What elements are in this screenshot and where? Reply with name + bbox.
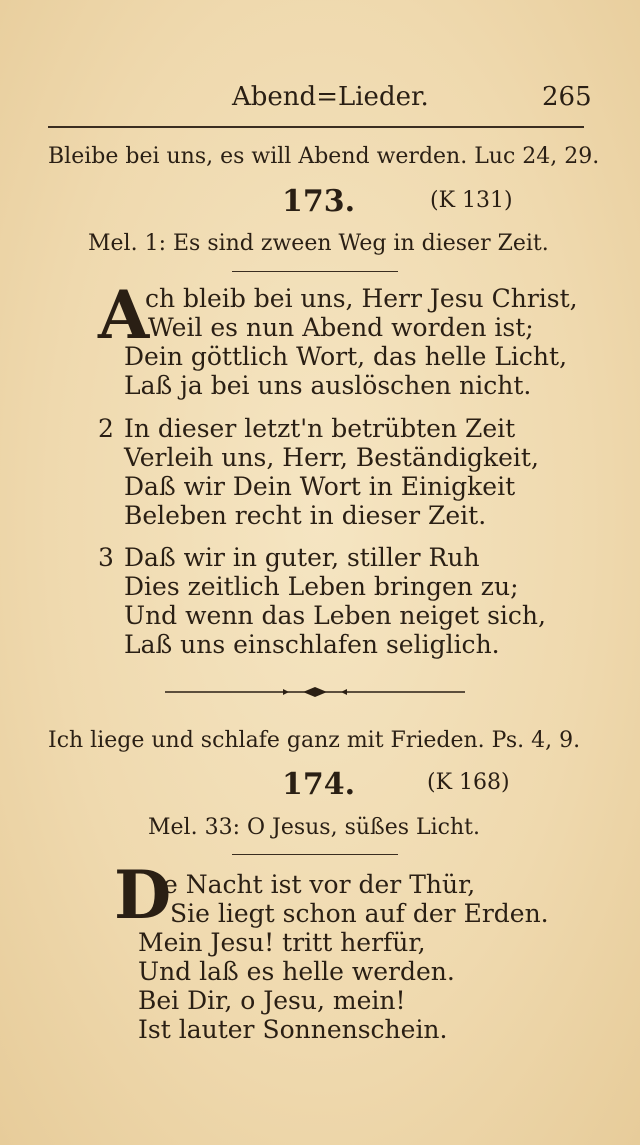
verse-line: In dieser letzt'n betrübten Zeit bbox=[124, 414, 516, 443]
hymn-173-reference: (K 131) bbox=[430, 188, 513, 213]
verse-line: Laß ja bei uns auslöschen nicht. bbox=[124, 371, 532, 400]
hymn-173-melody: Mel. 1: Es sind zween Weg in dieser Zeit. bbox=[88, 231, 549, 256]
stanza-number: 3 bbox=[98, 543, 114, 572]
verse-line: ch bleib bei uns, Herr Jesu Christ, bbox=[145, 284, 578, 313]
verse-line: Daß wir Dein Wort in Einigkeit bbox=[124, 472, 516, 501]
verse-line: Weil es nun Abend worden ist; bbox=[148, 313, 534, 342]
stanza-number: 2 bbox=[98, 414, 114, 443]
verse-line: Und laß es helle werden. bbox=[138, 957, 455, 986]
verse-line: Verleih uns, Herr, Beständigkeit, bbox=[124, 443, 539, 472]
dropcap-d: D bbox=[114, 856, 172, 934]
hymn-173-motto: Bleibe bei uns, es will Abend werden. Luc 24, 29. bbox=[48, 144, 600, 169]
verse-line: Bei Dir, o Jesu, mein! bbox=[138, 986, 406, 1015]
hymn-174-reference: (K 168) bbox=[427, 770, 510, 795]
hymn-174-motto: Ich liege und schlafe ganz mit Frieden. Ps. 4, 9. bbox=[48, 728, 581, 753]
dropcap-a: A bbox=[98, 276, 150, 354]
verse-line: Dein göttlich Wort, das helle Licht, bbox=[124, 342, 568, 371]
verse-line: Mein Jesu! tritt herfür, bbox=[138, 928, 426, 957]
verse-line: Laß uns einschlafen seliglich. bbox=[124, 630, 500, 659]
running-title: Abend=Lieder. bbox=[232, 82, 429, 112]
hymn-174-number: 174. bbox=[282, 767, 356, 802]
header-rule bbox=[48, 126, 584, 128]
verse-line: Dies zeitlich Leben bringen zu; bbox=[124, 572, 519, 601]
melody-rule bbox=[232, 271, 398, 272]
verse-line: Und wenn das Leben neiget sich, bbox=[124, 601, 546, 630]
verse-line: Daß wir in guter, stiller Ruh bbox=[124, 543, 480, 572]
hymn-174-melody: Mel. 33: O Jesus, süßes Licht. bbox=[148, 815, 480, 840]
ornamental-divider bbox=[165, 685, 465, 699]
verse-line: ie Nacht ist vor der Thür, bbox=[155, 870, 476, 899]
hymn-173-number: 173. bbox=[282, 184, 356, 219]
verse-line: Sie liegt schon auf der Erden. bbox=[170, 899, 549, 928]
page-number: 265 bbox=[542, 82, 592, 112]
melody-rule bbox=[232, 854, 398, 855]
verse-line: Beleben recht in dieser Zeit. bbox=[124, 501, 487, 530]
verse-line: Ist lauter Sonnenschein. bbox=[138, 1015, 448, 1044]
